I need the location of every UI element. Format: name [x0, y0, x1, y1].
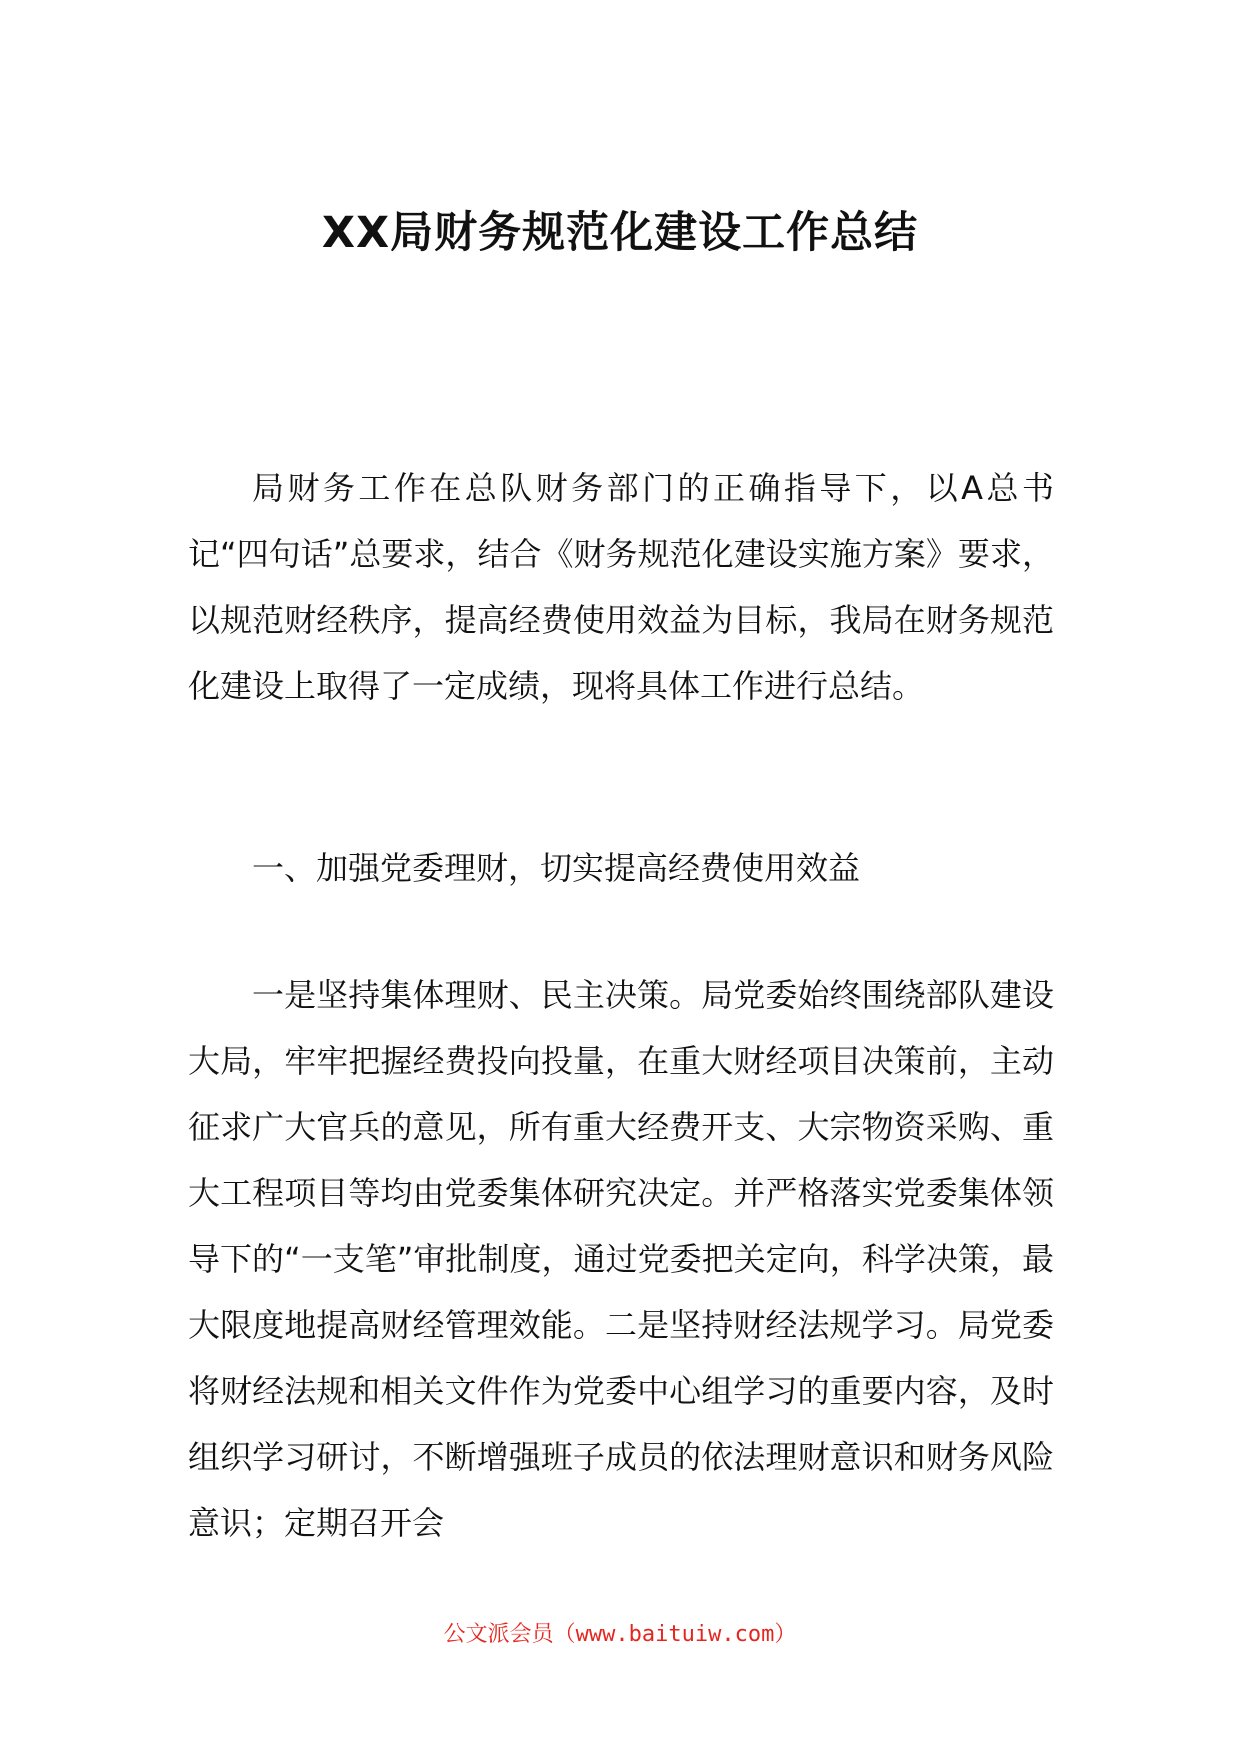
intro-paragraph [188, 455, 1054, 719]
footer-watermark [0, 1620, 1240, 1650]
footer-close: ） [774, 1622, 797, 1647]
section-heading-1 [188, 835, 1054, 901]
section-1-paragraph [188, 962, 1054, 1556]
paragraph-text: 一是坚持集体理财、民主决策。局党委始终围绕部队建设大局，牢牢把握经费投向投量，在重大财经项目决策前，主动征求广大官兵的意见，所有重大经费开支、大宗物资采购、重大工程项目等均由党委集体研究决定。并严格落实党委集体领导下的“一支笔”审批制度，通过党委把关定向，科学决策，最大限度地提高财经管理效能。二是坚持财经法规学习。局党委将财经法规和相关文件作为党委中心组学习的重要内容，及时组织学习研讨，不断增强班子成员的依法理财意识和财务风险意识；定期召开会 [188, 976, 1054, 1542]
document-title: XX局财务规范化建设工作总结 [321, 208, 919, 258]
footer-label: 公文派会员（ [443, 1622, 576, 1647]
footer-url: www.baituiw.com [575, 1622, 775, 1647]
section-heading-text: 一、加强党委理财，切实提高经费使用效益 [252, 849, 861, 887]
paragraph-text: 局财务工作在总队财务部门的正确指导下，以A总书记“四句话”总要求，结合《财务规范化建设实施方案》要求，以规范财经秩序，提高经费使用效益为目标，我局在财务规范化建设上取得了一定成绩，现将具体工作进行总结。 [188, 469, 1054, 705]
